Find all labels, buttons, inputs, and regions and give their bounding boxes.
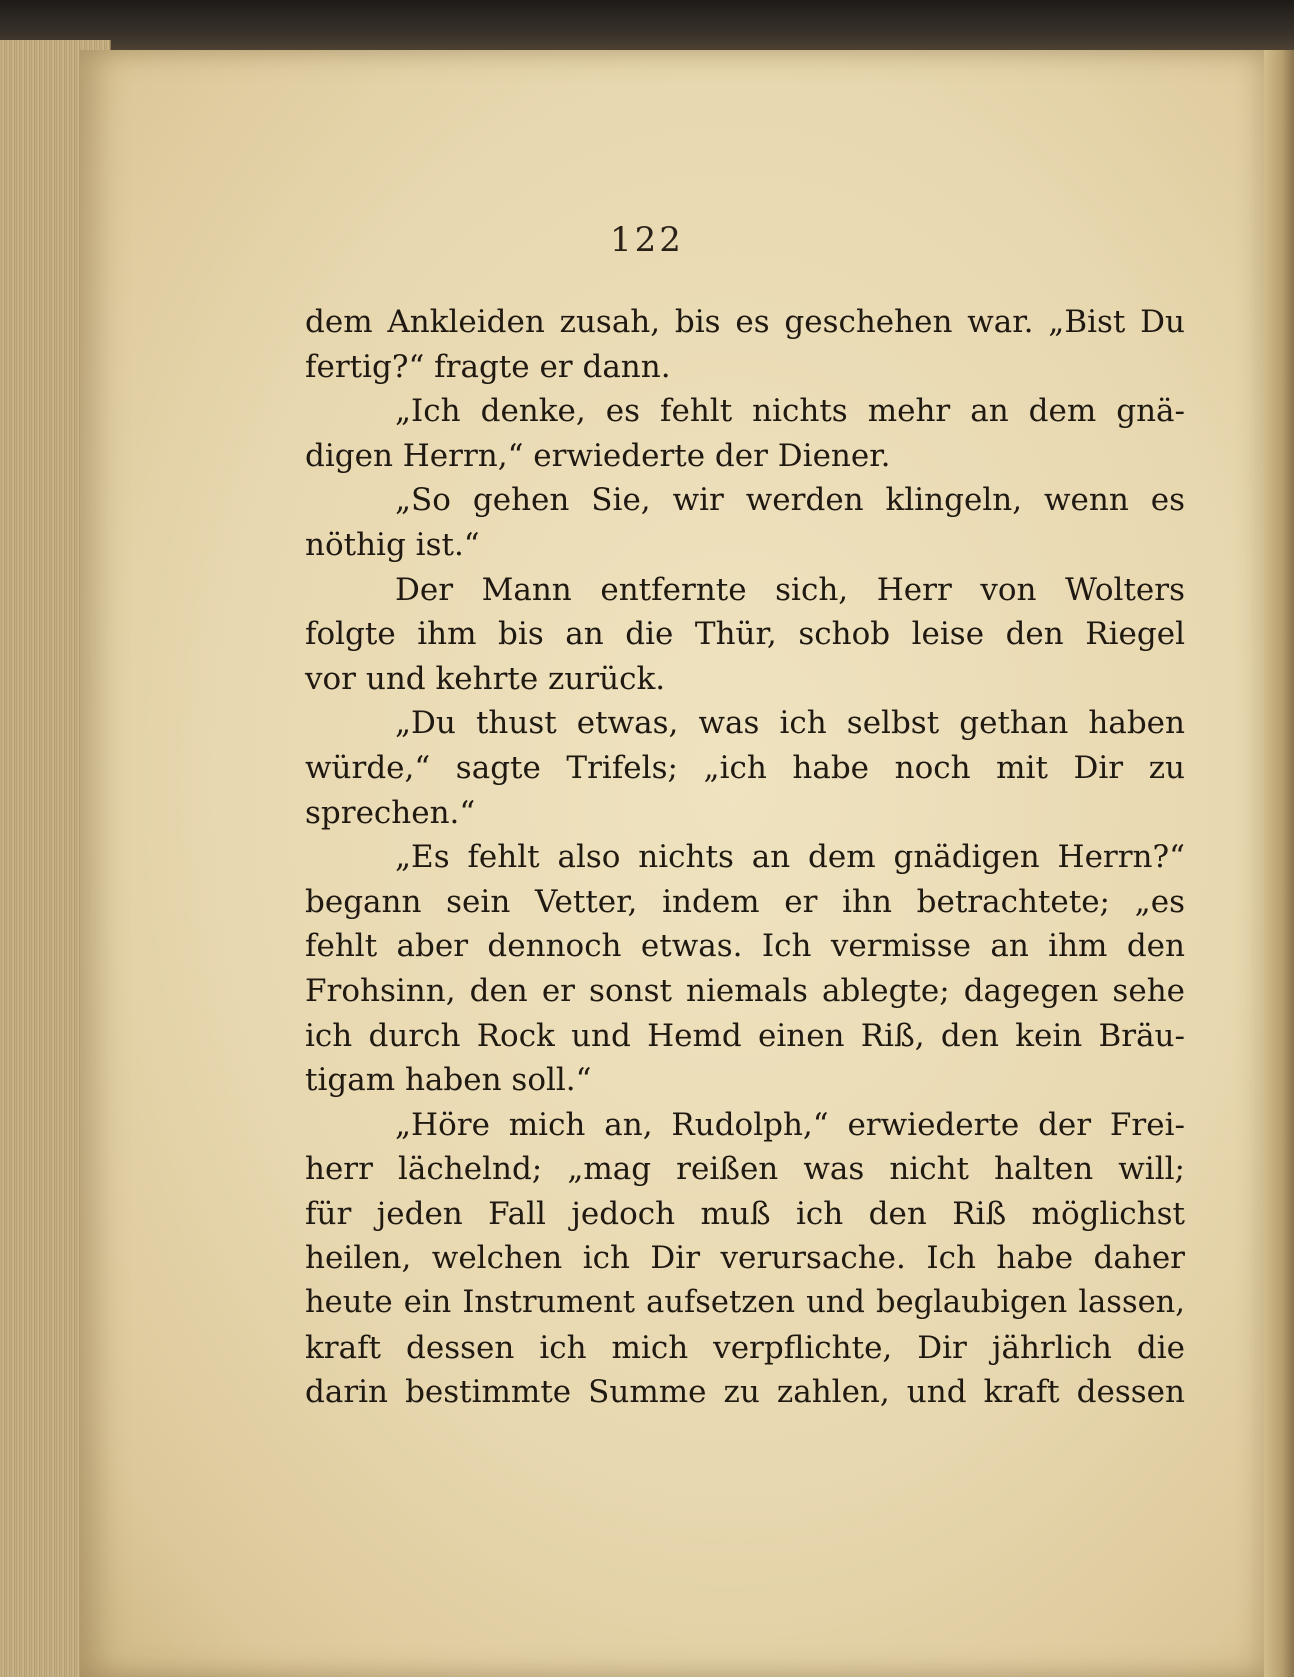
page-number: 122 (610, 220, 684, 260)
text-line: darin bestimmte Summe zu zahlen, und kraft dessen (305, 1374, 1185, 1411)
text-line: „Ich denke, es fehlt nichts mehr an dem gnä- (395, 393, 1185, 430)
text-line: begann sein Vetter, indem er ihn betrachtete; „es (305, 883, 1185, 920)
text-line: heilen, welchen ich Dir verursache. Ich habe daher (305, 1240, 1185, 1277)
text-line: sprechen.“ (305, 794, 476, 831)
text-line: für jeden Fall jedoch muß ich den Riß möglichst (305, 1195, 1185, 1232)
text-line: Der Mann entfernte sich, Herr von Wolters (395, 571, 1185, 608)
page-right-edge (1264, 50, 1294, 1677)
text-line: dem Ankleiden zusah, bis es geschehen war. „Bist Du (305, 304, 1185, 340)
text-line: „So gehen Sie, wir werden klingeln, wenn es (395, 482, 1185, 519)
text-line: fertig?“ fragte er dann. (305, 348, 671, 385)
text-line: herr lächelnd; „mag reißen was nicht halten will; (305, 1151, 1185, 1188)
text-line: „Höre mich an, Rudolph,“ erwiederte der Frei- (395, 1106, 1185, 1143)
text-line: fehlt aber dennoch etwas. Ich vermisse an ihm den (305, 928, 1185, 965)
text-line: nöthig ist.“ (305, 526, 480, 563)
text-line: heute ein Instrument aufsetzen und beglaubigen lassen, (305, 1285, 1185, 1321)
body-text (305, 300, 1185, 1415)
text-line: „Du thust etwas, was ich selbst gethan haben (395, 705, 1185, 742)
text-line: vor und kehrte zurück. (305, 660, 666, 697)
text-line: „Es fehlt also nichts an dem gnädigen Herrn?“ (395, 839, 1185, 876)
text-line: kraft dessen ich mich verpflichte, Dir jährlich die (305, 1329, 1185, 1366)
text-line: digen Herrn,“ erwiederte der Diener. (305, 437, 891, 474)
text-line: folgte ihm bis an die Thür, schob leise den Riegel (305, 616, 1185, 653)
text-line: Frohsinn, den er sonst niemals ablegte; dagegen sehe (305, 972, 1185, 1009)
text-line: ich durch Rock und Hemd einen Riß, den kein Bräu- (305, 1017, 1185, 1054)
text-line: tigam haben soll.“ (305, 1062, 592, 1099)
text-line: würde,“ sagte Trifels; „ich habe noch mit Dir zu (305, 749, 1185, 786)
